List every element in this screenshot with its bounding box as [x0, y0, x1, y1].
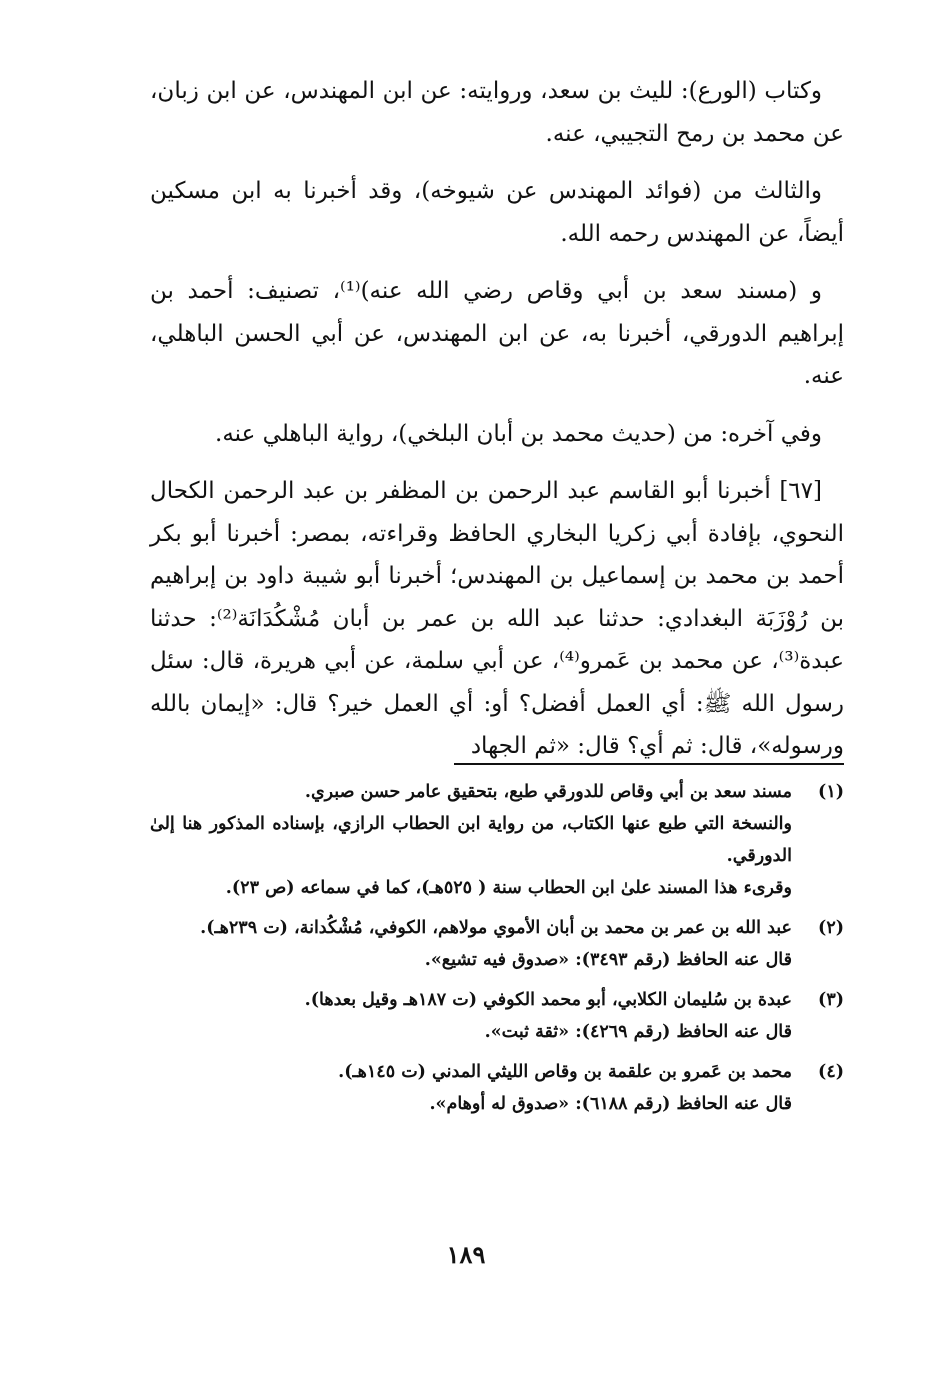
hadith-paragraph: [٦٧] أخبرنا أبو القاسم عبد الرحمن بن المظفر بن عبد الرحمن الكحال النحوي، بإفادة أبي زكريا البخاري الحافظ وقراءته، بمصر: أخبرنا أبو بكر أحمد بن محمد بن إسماعيل بن المهندس؛ أخبرنا أبو شيبة داود بن إبراهيم بن رُوْزَبَة البغدادي: حدثنا عبد الله بن عمر بن أبان مُشْكُدَانَة⁽²⁾: حدثنا عبدة⁽³⁾، عن محمد بن عَمرو⁽⁴⁾، عن أبي سلمة، عن أبي هريرة، قال: سئل رسول الله ﷺ: أي العمل أفضل؟ أو: أي العمل خير؟ قال: «إيمان بالله ورسوله»، قال: ثم أي؟ قال: «ثم الجهاد	[150, 478, 844, 759]
footnote-number: (٢)	[818, 918, 844, 938]
footnote-line: عبدة بن سُليمان الكلابي، أبو محمد الكوفي (ت ١٨٧هـ وقيل بعدها).	[304, 990, 792, 1010]
main-text	[150, 70, 844, 783]
footnote-line: محمد بن عَمرو بن علقمة بن وقاص الليثي المدني (ت ١٤٥هـ).	[338, 1062, 792, 1082]
footnote-2	[150, 912, 844, 976]
page-number: ١٨٩	[446, 1240, 486, 1269]
footnote-4	[150, 1056, 844, 1120]
footnote-line: والنسخة التي طبع عنها الكتاب، من رواية ابن الحطاب الرازي، بإسناده المذكور هنا إلىٰ الدورقي.	[150, 814, 792, 866]
footnote-number: (٣)	[818, 990, 844, 1010]
footnote-line: عبد الله بن عمر بن محمد بن أبان الأموي مولاهم، الكوفي، مُشْكُدانة، (ت ٢٣٩هـ).	[200, 918, 792, 938]
footnote-separator	[454, 763, 844, 765]
footnote-number: (١)	[818, 782, 844, 802]
paragraph: وفي آخره: من (حديث محمد بن أبان البلخي)، رواية الباهلي عنه.	[215, 420, 822, 447]
footnote-line: قال عنه الحافظ (رقم ٤٢٦٩): «ثقة ثبت».	[484, 1022, 792, 1042]
footnote-line: قال عنه الحافظ (رقم ٦١٨٨): «صدوق له أوهام».	[429, 1094, 792, 1114]
footnote-1	[150, 776, 844, 904]
paragraph: و (مسند سعد بن أبي وقاص رضي الله عنه)⁽¹⁾، تصنيف: أحمد بن إبراهيم الدورقي، أخبرنا به، عن ابن المهندس، عن أبي الحسن الباهلي، عنه.	[150, 278, 844, 389]
footnotes	[150, 776, 844, 1128]
footnote-number: (٤)	[818, 1062, 844, 1082]
footnote-3	[150, 984, 844, 1048]
footnote-line: مسند سعد بن أبي وقاص للدورقي طبع، بتحقيق عامر حسن صبري.	[304, 782, 792, 802]
paragraph: والثالث من (فوائد المهندس عن شيوخه)، وقد أخبرنا به ابن مسكين أيضاً، عن المهندس رحمه الله.	[150, 178, 844, 247]
footnote-line: وقرىء هذا المسند علىٰ ابن الحطاب سنة ( ٥٢٥هـ)، كما في سماعه (ص ٢٣).	[225, 878, 792, 898]
paragraph: وكتاب (الورع): لليث بن سعد، وروايته: عن ابن المهندس، عن ابن زبان، عن محمد بن رمح التجيبي، عنه.	[150, 78, 844, 147]
footnote-line: قال عنه الحافظ (رقم ٣٤٩٣): «صدوق فيه تشيع».	[424, 950, 792, 970]
